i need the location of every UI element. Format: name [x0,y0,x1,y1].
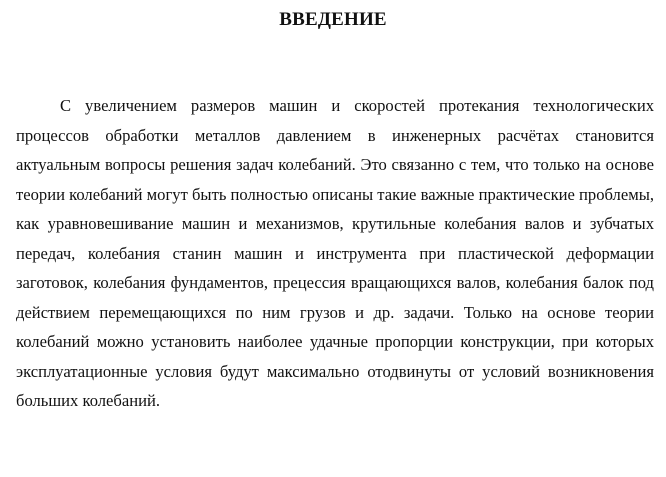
introduction-paragraph: С увеличением размеров машин и скоростей протекания технологических процессов обработки металлов давлением в инженерных расчётах становится актуальным вопросы решения задач колебаний. Это связанно с тем, что только на основе теории колебаний могут быть полностью описаны такие важные практические проблемы, как уравновешивание машин и механизмов, крутильные колебания валов и зубчатых передач, колебания станин машин и инструмента при пластической деформации заготовок, колебания фундаментов, прецессия вращающихся валов, колебания балок под действием перемещающихся по ним грузов и др. задачи. Только на основе теории колебаний можно установить наиболее удачные пропорции конструкции, при которых эксплуатационные условия будут максимально отодвинуты от условий возникновения больших колебаний. [16,96,654,410]
document-title: ВВЕДЕНИЕ [279,9,387,30]
